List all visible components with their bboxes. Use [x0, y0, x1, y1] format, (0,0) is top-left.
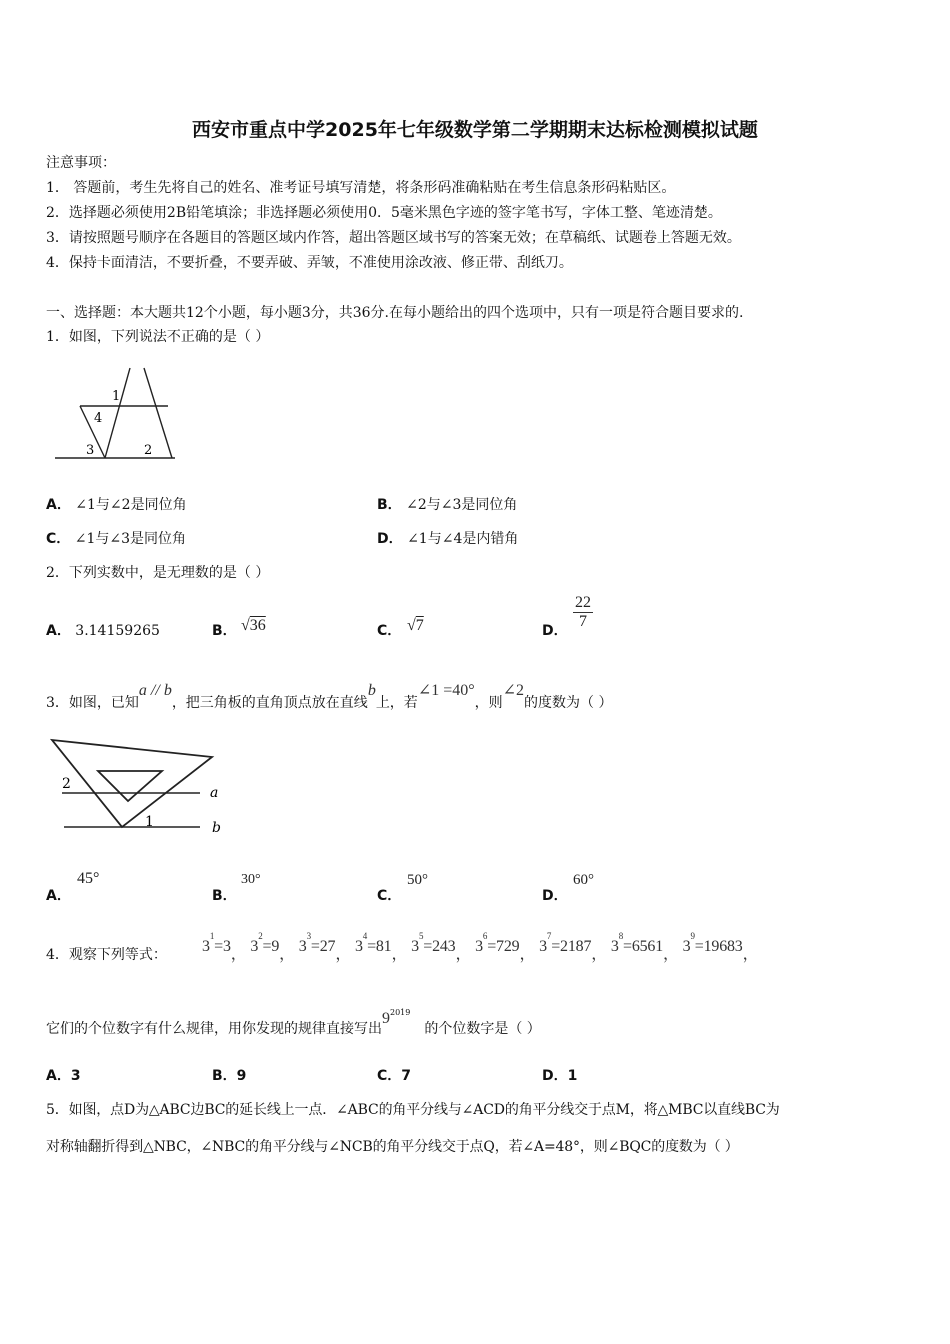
q3-label: a — [210, 785, 219, 801]
q2-option-d[interactable]: D． — [542, 623, 568, 639]
q4-option-d[interactable]: D．1 — [542, 1068, 578, 1084]
q1-option-c[interactable]: C． ∠1与∠3是同位角 — [46, 531, 187, 547]
q2-option-a[interactable]: A． 3.14159265 — [46, 623, 160, 639]
q3-option-b-value: 30° — [241, 872, 261, 887]
q3-option-c-value: 50° — [407, 872, 428, 888]
q2-option-b[interactable]: B． — [212, 623, 237, 639]
q3-option-c[interactable]: C． — [377, 888, 402, 904]
q2-option-b-value: √36 — [241, 617, 266, 634]
q4-option-b[interactable]: B．9 — [212, 1068, 247, 1084]
q3-option-a[interactable]: A． — [46, 888, 71, 904]
q1-option-d[interactable]: D． ∠1与∠4是内错角 — [377, 531, 519, 547]
q1-label: 2 — [144, 443, 153, 458]
q3-option-d-value: 60° — [573, 872, 594, 888]
q5-line1: 5．如图，点D为△ABC边BC的延长线上一点．∠ABC的角平分线与∠ACD的角平分线交于点M，将△MBC以直线BC为 — [46, 1102, 780, 1118]
q3-option-b[interactable]: B． — [212, 888, 237, 904]
q4-option-c[interactable]: C．7 — [377, 1068, 412, 1084]
q2-stem: 2．下列实数中，是无理数的是（ ） — [46, 565, 270, 581]
q1-option-a[interactable]: A． ∠1与∠2是同位角 — [46, 497, 187, 513]
q4-option-a[interactable]: A．3 — [46, 1068, 81, 1084]
q4-line2: 它们的个位数字有什么规律，用你发现的规律直接写出$9^{2019}$的个位数字是（ ） — [46, 1008, 541, 1037]
q2-option-c-value: √7 — [407, 617, 424, 634]
q1-label: 1 — [112, 389, 121, 404]
q1-stem: 1．如图，下列说法不正确的是（ ） — [46, 329, 270, 345]
q1-figure — [50, 360, 190, 465]
page-title: 西安市重点中学2025年七年级数学第二学期期末达标检测模拟试题 — [192, 119, 758, 141]
q2-option-c[interactable]: C． — [377, 623, 402, 639]
section-heading: 一、选择题：本大题共12个小题，每小题3分，共36分.在每小题给出的四个选项中，只有一项是符合题目要求的. — [46, 305, 744, 321]
notice-item: 1． 答题前，考生先将自己的姓名、准考证号填写清楚，将条形码准确粘贴在考生信息条形码粘贴区。 — [46, 180, 676, 196]
q1-label: 3 — [86, 443, 95, 458]
notice-item: 2．选择题必须使用2B铅笔填涂；非选择题必须使用0．5毫米黑色字迹的签字笔书写，字体工整、笔迹清楚。 — [46, 205, 722, 221]
q3-label: 2 — [62, 776, 71, 792]
q2-option-d-value: $\frac{22}{7}$ — [575, 594, 591, 630]
q1-label: 4 — [94, 411, 103, 426]
notice-heading: 注意事项： — [46, 155, 116, 171]
q3-label: 1 — [145, 814, 154, 830]
q3-label: b — [212, 820, 221, 836]
q4-stem: 4．观察下列等式： — [46, 947, 167, 963]
q3-stem: 3．如图，已知a // b，把三角板的直角顶点放在直线b上，若∠1 =40°，则∠2的度数为（ ） — [46, 682, 613, 711]
q3-option-a-value: 45° — [77, 870, 100, 887]
q3-option-d[interactable]: D． — [542, 888, 568, 904]
q5-line2: 对称轴翻折得到△NBC，∠NBC的角平分线与∠NCB的角平分线交于点Q，若∠A=48°，则∠BQC的度数为（ ） — [46, 1139, 739, 1155]
notice-item: 4．保持卡面清洁，不要折叠，不要弄破、弄皱，不准使用涂改液、修正带、刮纸刀。 — [46, 255, 573, 271]
q1-option-b[interactable]: B． ∠2与∠3是同位角 — [377, 497, 518, 513]
notice-item: 3．请按照题号顺序在各题目的答题区域内作答，超出答题区域书写的答案无效；在草稿纸、试题卷上答题无效。 — [46, 230, 741, 246]
q3-figure — [50, 735, 230, 840]
q4-equations: $3^1=3$， $3^2=9$， $3^3=27$， $3^4=81$， $3^5=243$， $3^6=729$， $3^7=2187$， $3^8=6561$， $3^9=19683$， — [202, 931, 759, 963]
